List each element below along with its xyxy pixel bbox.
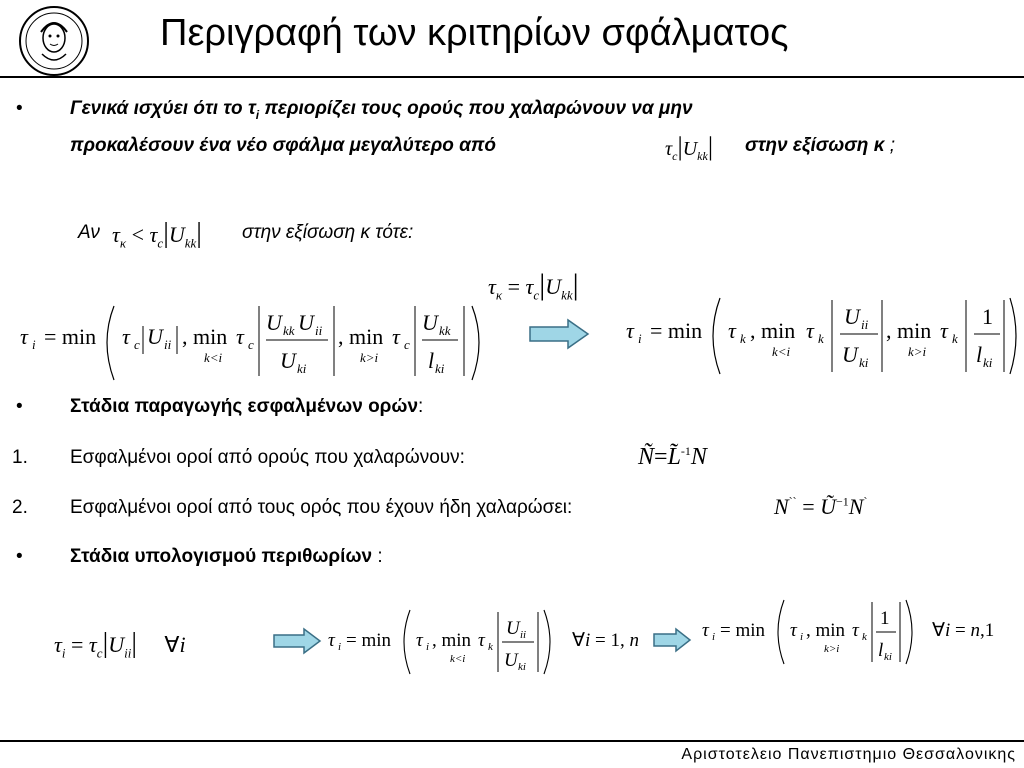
formula-tau-c-ukk: $\tau_c|U_{kk}|$ bbox=[665, 132, 714, 163]
university-seal-icon bbox=[8, 4, 104, 78]
formula-tau-i-min-left bbox=[14, 300, 494, 384]
right-arrow-icon bbox=[528, 318, 590, 350]
svg-text:k<i: k<i bbox=[204, 350, 223, 365]
svg-text:U: U bbox=[266, 310, 282, 335]
bullet-marker: • bbox=[16, 98, 23, 119]
svg-text:k: k bbox=[862, 631, 867, 643]
svg-text:τ: τ bbox=[790, 620, 797, 641]
condition-prefix: Αν bbox=[78, 222, 100, 243]
formula-tau-i-min-lower bbox=[326, 606, 646, 678]
svg-text:ki: ki bbox=[884, 651, 892, 663]
bullet-1-line-2: προκαλέσουν ένα νέο σφάλμα μεγαλύτερο από bbox=[70, 135, 497, 156]
svg-text:k>i: k>i bbox=[908, 344, 927, 359]
svg-text:k<i: k<i bbox=[450, 653, 466, 665]
svg-text:∀i = 1, n: ∀i = 1, n bbox=[572, 630, 639, 651]
page-title: Περιγραφή των κριτηρίων σφάλματος bbox=[160, 12, 789, 54]
svg-text:τ: τ bbox=[478, 630, 485, 651]
bullet-marker: • bbox=[16, 546, 23, 567]
svg-text:, min: , min bbox=[750, 318, 796, 343]
svg-text:k>i: k>i bbox=[360, 350, 379, 365]
svg-text:1: 1 bbox=[982, 304, 993, 329]
svg-text:ii: ii bbox=[315, 323, 323, 338]
item-1-text: Εσφαλμένοι οροί από ορούς που χαλαρώνουν: bbox=[70, 447, 465, 468]
svg-text:= min: = min bbox=[44, 324, 97, 349]
svg-text:ki: ki bbox=[435, 361, 445, 376]
right-arrow-icon bbox=[272, 627, 322, 655]
svg-text:i: i bbox=[712, 631, 716, 643]
stages-margins-heading: Στάδια υπολογισμού περιθωρίων : bbox=[70, 546, 383, 567]
svg-text:l: l bbox=[878, 640, 884, 661]
title-divider bbox=[0, 76, 1024, 78]
svg-text:= min: = min bbox=[650, 318, 703, 343]
svg-text:kk: kk bbox=[439, 323, 451, 338]
svg-text:k>i: k>i bbox=[824, 643, 840, 655]
svg-text:ki: ki bbox=[297, 361, 307, 376]
bullet-marker: • bbox=[16, 396, 23, 417]
svg-text:τ: τ bbox=[702, 620, 709, 641]
svg-text:τ: τ bbox=[122, 324, 130, 349]
svg-text:∀i = n,1: ∀i = n,1 bbox=[932, 620, 995, 641]
svg-text:1: 1 bbox=[880, 608, 890, 629]
condition-suffix: στην εξίσωση κ τότε: bbox=[242, 222, 414, 243]
university-seal-logo bbox=[8, 4, 104, 78]
formula-tau-i-equals-tau-c-uii: $\tau_i = \tau_c|U_{ii}|$ ∀i bbox=[54, 628, 186, 661]
svg-text:, min: , min bbox=[432, 630, 472, 651]
bullet-1-line-2-end: στην εξίσωση κ ; bbox=[745, 135, 896, 156]
svg-text:i: i bbox=[32, 337, 36, 352]
svg-text:, min: , min bbox=[338, 324, 384, 349]
footer-university-name: Αριστοτελειο Πανεπιστημιο Θεσσαλονικης bbox=[681, 746, 1016, 763]
svg-text:τ: τ bbox=[852, 620, 859, 641]
formula-tau-kappa-equals: $\tau_\kappa = \tau_c|U_{kk}|$ bbox=[488, 268, 579, 303]
svg-text:U: U bbox=[842, 342, 858, 367]
svg-text:l: l bbox=[976, 342, 983, 367]
svg-text:l: l bbox=[428, 348, 435, 373]
formula-n-equals-u-n: $N^{``} = Ũ^{-1}N^`$ bbox=[774, 494, 868, 519]
svg-text:U: U bbox=[844, 304, 860, 329]
svg-text:τ: τ bbox=[806, 318, 814, 343]
svg-text:= min: = min bbox=[346, 630, 392, 651]
svg-text:U: U bbox=[504, 650, 518, 671]
svg-text:i: i bbox=[426, 641, 430, 653]
svg-text:U: U bbox=[422, 310, 438, 335]
svg-text:k: k bbox=[740, 331, 746, 346]
right-arrow-icon bbox=[652, 627, 692, 653]
formula-n-equals-l-n: Ñ=L̃$^{-1}$N bbox=[638, 444, 707, 470]
stages-generation-heading: Στάδια παραγωγής εσφαλμένων ορών: bbox=[70, 396, 424, 417]
svg-text:U: U bbox=[298, 310, 314, 335]
svg-text:U: U bbox=[506, 618, 520, 639]
svg-text:ki: ki bbox=[518, 661, 526, 673]
svg-text:c: c bbox=[248, 337, 254, 352]
svg-text:k<i: k<i bbox=[772, 344, 791, 359]
footer-divider bbox=[0, 740, 1024, 742]
svg-text:i: i bbox=[800, 631, 804, 643]
item-2-text: Εσφαλμένοι οροί από τους ορός που έχουν ήδη χαλαρώσει: bbox=[70, 497, 573, 518]
svg-text:ki: ki bbox=[859, 355, 869, 370]
formula-tau-i-min-right bbox=[622, 292, 1022, 376]
svg-text:ii: ii bbox=[164, 337, 172, 352]
svg-text:kk: kk bbox=[283, 323, 295, 338]
formula-tau-i-min-upper bbox=[700, 596, 1024, 668]
svg-text:U: U bbox=[280, 348, 296, 373]
svg-text:i: i bbox=[638, 331, 642, 346]
svg-text:= min: = min bbox=[720, 620, 766, 641]
svg-text:τ: τ bbox=[416, 630, 423, 651]
bullet-1-line-1: Γενικά ισχύει ότι το $\tau_i$ περιορίζει τους ορούς που χαλαρώνουν να μην bbox=[70, 98, 693, 122]
svg-text:τ: τ bbox=[328, 630, 335, 651]
svg-text:c: c bbox=[134, 337, 140, 352]
svg-text:τ: τ bbox=[728, 318, 736, 343]
svg-text:k: k bbox=[818, 331, 824, 346]
svg-text:U: U bbox=[147, 324, 163, 349]
svg-text:ki: ki bbox=[983, 355, 993, 370]
item-2-number: 2. bbox=[12, 497, 28, 518]
formula-condition: $\tau_\kappa < \tau_c|U_{kk}|$ bbox=[112, 218, 202, 251]
svg-text:, min: , min bbox=[806, 620, 846, 641]
svg-text:τ: τ bbox=[392, 324, 400, 349]
svg-text:ii: ii bbox=[520, 629, 527, 641]
svg-text:, min: , min bbox=[182, 324, 228, 349]
svg-text:, min: , min bbox=[886, 318, 932, 343]
svg-text:τ: τ bbox=[626, 318, 634, 343]
svg-text:c: c bbox=[404, 337, 410, 352]
svg-text:τ: τ bbox=[940, 318, 948, 343]
svg-text:τ: τ bbox=[20, 324, 28, 349]
svg-text:k: k bbox=[488, 641, 493, 653]
svg-text:ii: ii bbox=[861, 317, 869, 332]
svg-text:τ: τ bbox=[236, 324, 244, 349]
svg-text:k: k bbox=[952, 331, 958, 346]
item-1-number: 1. bbox=[12, 447, 28, 468]
svg-text:i: i bbox=[338, 641, 342, 653]
